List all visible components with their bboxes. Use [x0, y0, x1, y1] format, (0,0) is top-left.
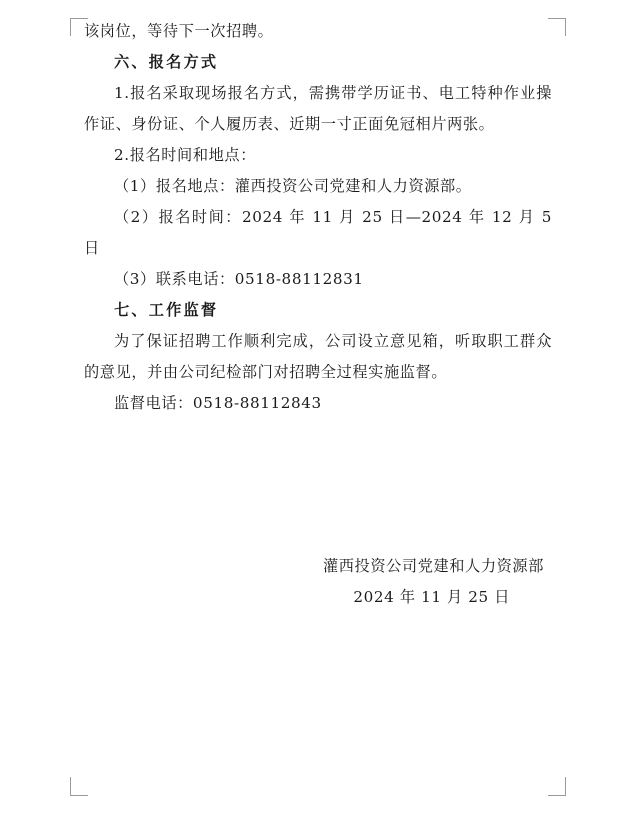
paragraph-registration-method: 1.报名采取现场报名方式，需携带学历证书、电工特种作业操作证、身份证、个人履历表、近期一寸正面免冠相片两张。	[84, 84, 552, 133]
section-heading-seven: 七、工作监督	[114, 301, 219, 319]
crop-mark-bottom-left-vertical	[70, 777, 71, 795]
crop-mark-top-left-vertical	[70, 18, 71, 36]
section-heading-six: 六、报名方式	[114, 53, 219, 71]
paragraph-registration-time: （2）报名时间：2024 年 11 月 25 日—2024 年 12 月 5 日	[84, 208, 552, 257]
crop-mark-bottom-right-vertical	[565, 777, 566, 795]
document-body	[84, 16, 552, 613]
paragraph-registration-time-place-label: 2.报名时间和地点：	[114, 146, 256, 164]
paragraph-supervision-text: 为了保证招聘工作顺利完成，公司设立意见箱，听取职工群众的意见，并由公司纪检部门对招聘全过程实施监督。	[84, 332, 552, 381]
paragraph-registration-place: （1）报名地点：灌西投资公司党建和人力资源部。	[114, 177, 472, 195]
paragraph-continued-text: 该岗位，等待下一次招聘。	[84, 22, 274, 40]
signature-organization: 灌西投资公司党建和人力资源部	[322, 557, 544, 575]
paragraph-supervision-phone: 监督电话：0518-88112843	[114, 394, 322, 412]
crop-mark-top-right-vertical	[565, 18, 566, 36]
crop-mark-bottom-right-horizontal	[548, 795, 566, 796]
signature-date: 2024 年 11 月 25 日	[353, 588, 510, 606]
crop-mark-bottom-left-horizontal	[70, 795, 88, 796]
paragraph-contact-phone: （3）联系电话：0518-88112831	[114, 270, 364, 288]
signature-block	[84, 551, 552, 613]
